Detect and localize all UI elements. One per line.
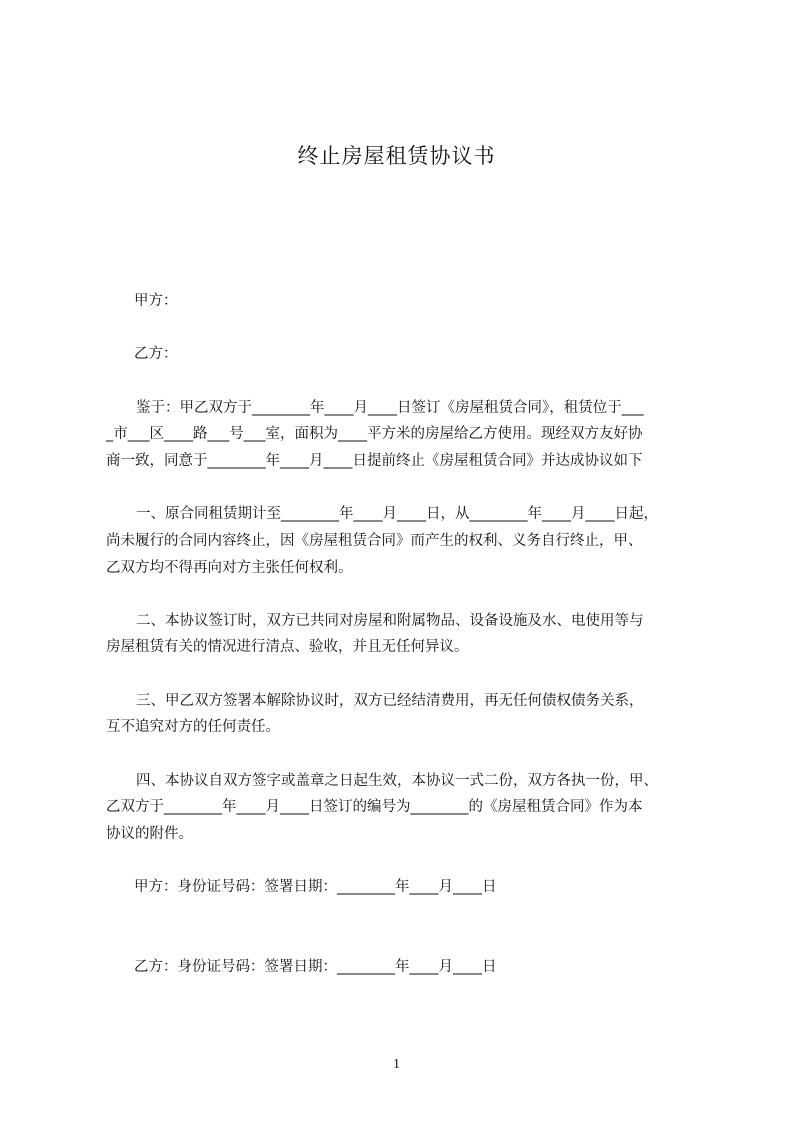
clause-line: 房屋租赁有关的情况进行清点、验收，并且无任何异议。 xyxy=(106,639,469,655)
clause-line: 三、甲乙双方签署本解除协议时，双方已经结清费用，再无任何债权债务关系， xyxy=(136,693,644,709)
clause-line: 协议的附件。 xyxy=(106,826,193,842)
document-title: 终止房屋租赁协议书 xyxy=(297,144,496,168)
party-b-label: 乙方： xyxy=(134,346,178,362)
clause-line: 乙双方于________年____月____日签订的编号为________的《房屋租赁合同》作为本 xyxy=(106,799,643,815)
page-number: 1 xyxy=(393,1057,400,1072)
clause-line: 尚未履行的合同内容终止，因《房屋租赁合同》而产生的权利、义务自行终止，甲、 xyxy=(106,533,643,549)
clause-line: 四、本协议自双方签字或盖章之日起生效，本协议一式二份，双方各执一份，甲、 xyxy=(136,773,658,789)
preamble-line: 鉴于：甲乙双方于________年____月____日签订《房屋租赁合同》，租赁位于___ xyxy=(136,400,644,416)
clause-line: 一、原合同租赁期计至________年____月____日，从________年____月____日起， xyxy=(136,506,658,522)
signature-line-party-b: 乙方：身份证号码：签署日期：________年____月____日 xyxy=(134,959,497,975)
preamble-line: _市___区____路___号___室，面积为____平方米的房屋给乙方使用。现经双方友好协 xyxy=(106,426,643,442)
signature-line-party-a: 甲方：身份证号码：签署日期：________年____月____日 xyxy=(134,879,497,895)
party-a-label: 甲方： xyxy=(134,293,178,309)
clause-line: 互不追究对方的任何责任。 xyxy=(106,719,280,735)
clause-line: 二、本协议签订时，双方已共同对房屋和附属物品、设备设施及水、电使用等与 xyxy=(136,613,644,629)
preamble-line: 商一致，同意于________年____月____日提前终止《房屋租赁合同》并达成协议如下 xyxy=(106,453,643,469)
clause-line: 乙双方均不得再向对方主张任何权利。 xyxy=(106,560,353,576)
